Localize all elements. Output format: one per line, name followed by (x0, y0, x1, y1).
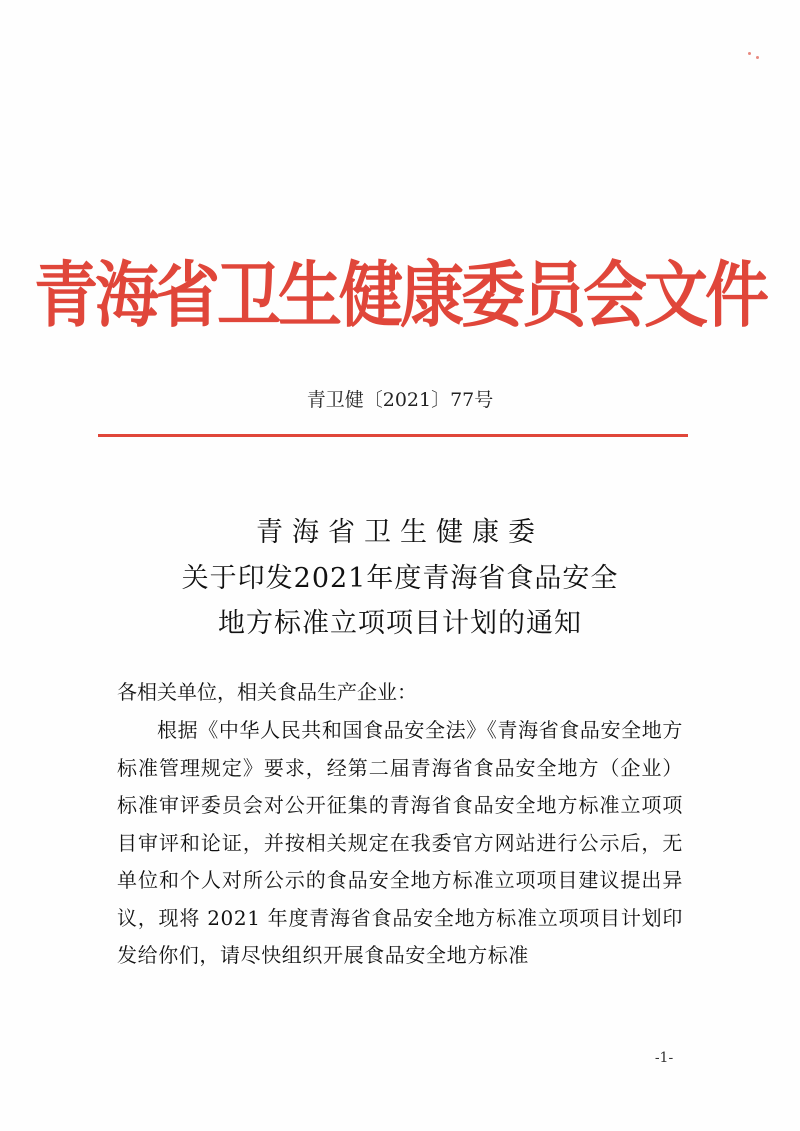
red-divider (98, 434, 688, 437)
notice-title-line-1: 青海省卫生健康委 (256, 517, 544, 548)
org-title: 青海省卫生健康委员会文件 (34, 253, 766, 338)
scan-speck (756, 56, 759, 59)
document-number: 青卫健〔2021〕77号 (306, 389, 494, 411)
page-number: -1- (654, 1050, 674, 1066)
scan-speck (748, 52, 751, 55)
notice-title-line-3: 地方标准立项项目计划的通知 (218, 608, 582, 639)
body-paragraph: 根据《中华人民共和国食品安全法》《青海省食品安全地方标准管理规定》要求，经第二届青海省食品安全地方（企业）标准审评委员会对公开征集的青海省食品安全地方标准立项项目审评和论证，并按相关规定在我委官方网站进行公示后，无单位和个人对所公示的食品安全地方标准立项项目建议提出异议，现将 2021 年度青海省食品安全地方标准立项项目计划印发给你们，请尽快组织开展食品安全地方标准 (117, 718, 683, 967)
salutation: 各相关单位，相关食品生产企业： (117, 680, 417, 704)
notice-title-line-2: 关于印发2021年度青海省食品安全 (181, 563, 619, 594)
